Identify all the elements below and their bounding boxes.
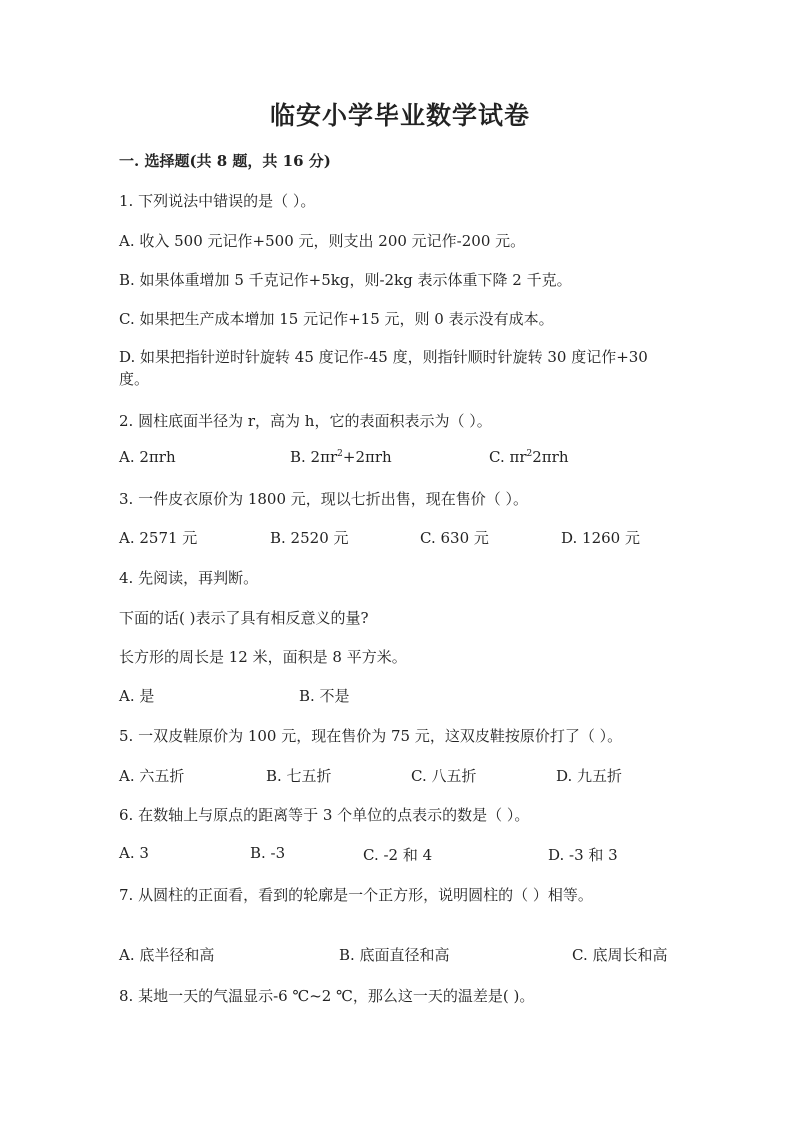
q3-stem: 3. 一件皮衣原价为 1800 元，现以七折出售，现在售价（ ）。 — [119, 490, 529, 508]
q3-option-c: C. 630 元 — [420, 529, 489, 547]
q4-option-a: A. 是 — [119, 687, 155, 705]
q5-option-d: D. 九五折 — [556, 767, 623, 785]
q6-option-b: B. -3 — [250, 844, 286, 862]
section-heading: 一. 选择题(共 8 题，共 16 分) — [119, 152, 331, 170]
q4-option-b: B. 不是 — [299, 687, 350, 705]
q6-option-a: A. 3 — [119, 844, 149, 862]
q7-option-a: A. 底半径和高 — [119, 946, 215, 964]
q2-option-a: A. 2πrh — [119, 448, 176, 466]
q7-option-b: B. 底面直径和高 — [339, 946, 450, 964]
q4-prompt: 下面的话( )表示了具有相反意义的量? — [119, 609, 369, 627]
q1-stem: 1. 下列说法中错误的是（ ）。 — [119, 192, 316, 210]
q3-option-a: A. 2571 元 — [119, 529, 198, 547]
q8-stem: 8. 某地一天的气温显示-6 ℃~2 ℃，那么这一天的温差是( )。 — [119, 987, 535, 1005]
exam-title: 临安小学毕业数学试卷 — [269, 101, 530, 130]
q2-option-b-pre: B. 2πr — [290, 448, 338, 466]
q2-stem: 2. 圆柱底面半径为 r，高为 h，它的表面积表示为（ ）。 — [119, 412, 492, 430]
q2-option-c-exponent: 2 — [526, 449, 533, 459]
q1-option-b: B. 如果体重增加 5 千克记作+5kg，则-2kg 表示体重下降 2 千克。 — [119, 271, 572, 289]
q3-option-b: B. 2520 元 — [270, 529, 349, 547]
q2-option-c-pre: C. πr — [489, 448, 527, 466]
q7-option-c: C. 底周长和高 — [572, 946, 668, 964]
q2-option-b-post: +2πrh — [342, 448, 392, 466]
q7-stem: 7. 从圆柱的正面看，看到的轮廓是一个正方形，说明圆柱的（ ）相等。 — [119, 886, 593, 904]
q4-statement: 长方形的周长是 12 米，面积是 8 平方米。 — [119, 648, 407, 666]
q5-option-a: A. 六五折 — [119, 767, 185, 785]
q2-option-c-post: 2πrh — [532, 448, 569, 466]
q2-option-b — [290, 448, 392, 466]
q1-option-c: C. 如果把生产成本增加 15 元记作+15 元，则 0 表示没有成本。 — [119, 310, 554, 328]
q5-option-c: C. 八五折 — [411, 767, 477, 785]
q4-stem: 4. 先阅读，再判断。 — [119, 569, 259, 587]
q1-option-a: A. 收入 500 元记作+500 元，则支出 200 元记作-200 元。 — [119, 232, 526, 250]
q6-option-d: D. -3 和 3 — [548, 846, 618, 864]
q1-option-d: D. 如果把指针逆时针旋转 45 度记作-45 度，则指针顺时针旋转 30 度记作+30 度。 — [119, 348, 648, 388]
q2-option-c — [489, 448, 568, 466]
q6-option-c: C. -2 和 4 — [363, 846, 433, 864]
q3-option-d: D. 1260 元 — [561, 529, 640, 547]
q5-option-b: B. 七五折 — [266, 767, 332, 785]
q5-stem: 5. 一双皮鞋原价为 100 元，现在售价为 75 元，这双皮鞋按原价打了（ ）。 — [119, 727, 623, 745]
q6-stem: 6. 在数轴上与原点的距离等于 3 个单位的点表示的数是（ ）。 — [119, 806, 530, 824]
q2-option-b-exponent: 2 — [337, 449, 343, 459]
